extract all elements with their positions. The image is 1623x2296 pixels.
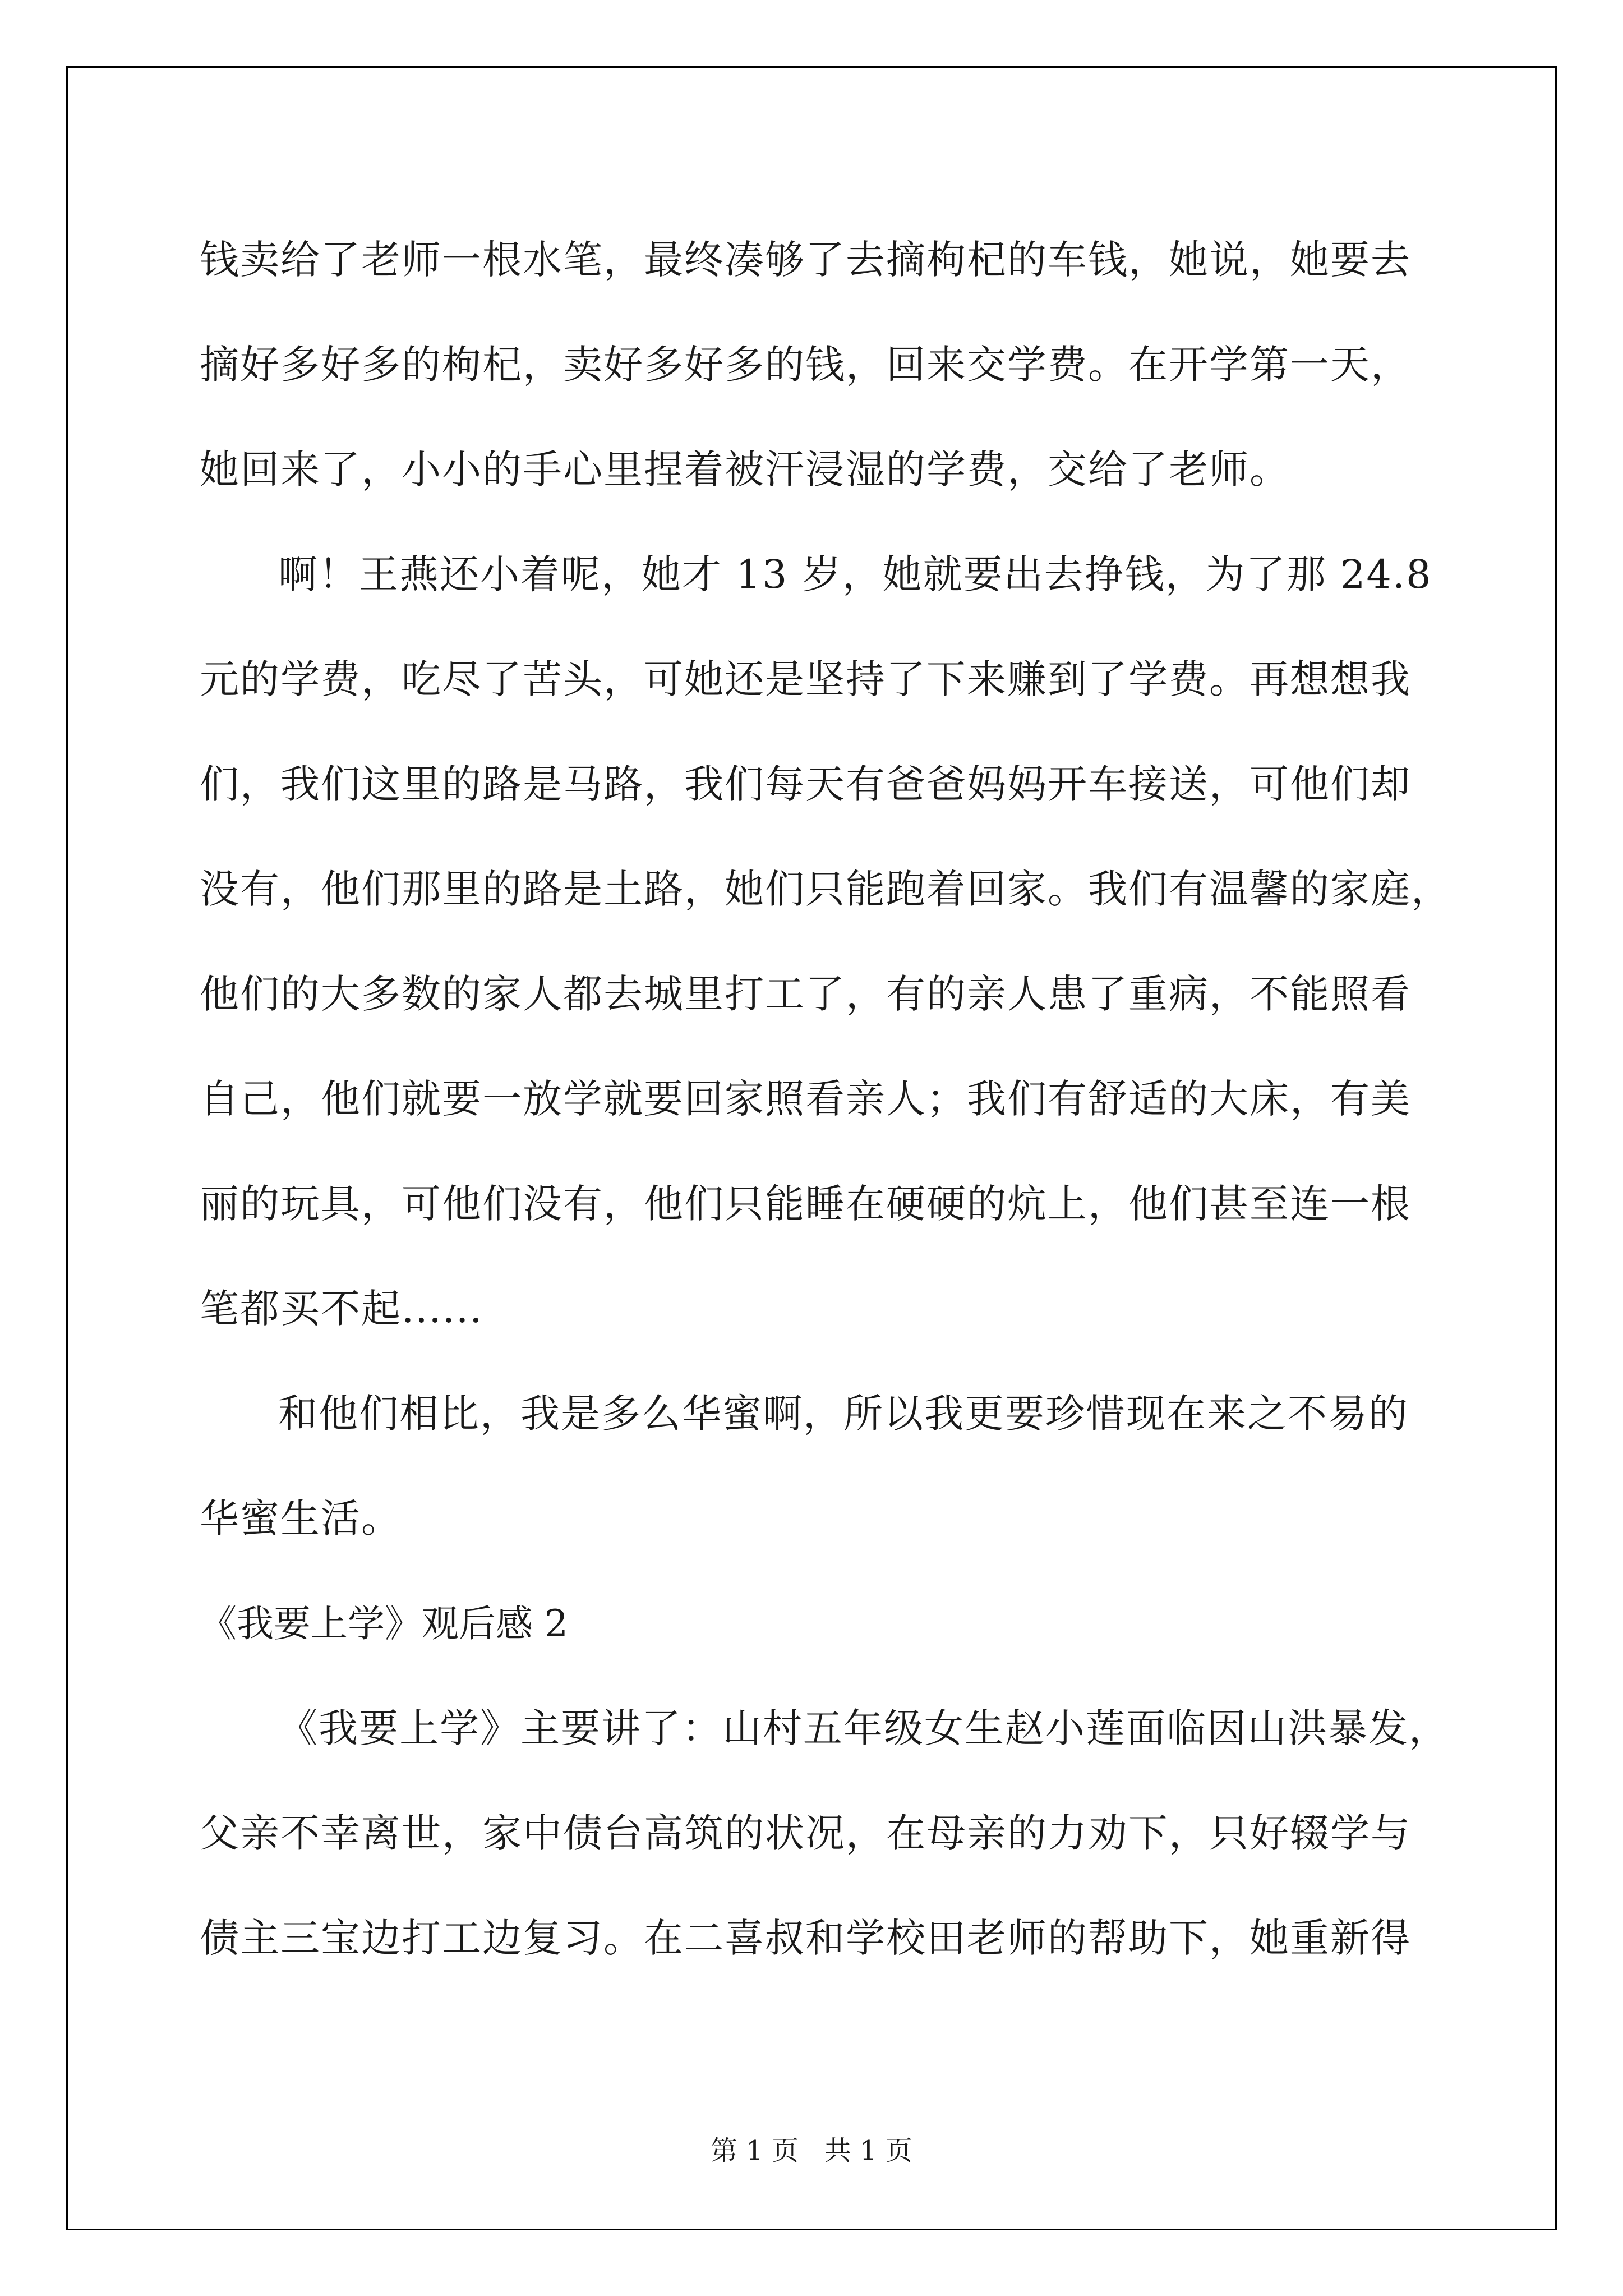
body-line: 他们的大多数的家人都去城里打工了，有的亲人患了重病，不能照看 — [200, 971, 1411, 1017]
section-heading: 《我要上学》观后感 2 — [200, 1602, 568, 1645]
body-line: 父亲不幸离世，家中债台高筑的状况，在母亲的力劝下，只好辍学与 — [200, 1810, 1411, 1856]
document-body — [200, 208, 1451, 1991]
body-line: 钱卖给了老师一根水笔，最终凑够了去摘枸杞的车钱，她说，她要去 — [200, 237, 1411, 283]
body-line-first: 和他们相比，我是多么华蜜啊，所以我更要珍惜现在来之不易的 — [278, 1391, 1409, 1437]
body-line: 摘好多好多的枸杞，卖好多好多的钱，回来交学费。在开学第一天， — [200, 342, 1411, 388]
body-line: 债主三宝边打工边复习。在二喜叔和学校田老师的帮助下，她重新得 — [200, 1915, 1411, 1961]
body-line-first: 《我要上学》主要讲了：山村五年级女生赵小莲面临因山洪暴发， — [278, 1705, 1449, 1751]
body-line-first: 啊！王燕还小着呢，她才 13 岁，她就要出去挣钱，为了那 24.8 — [278, 551, 1432, 597]
body-line: 没有，他们那里的路是土路，她们只能跑着回家。我们有温馨的家庭， — [200, 866, 1451, 912]
body-line: 华蜜生活。 — [200, 1496, 402, 1542]
page-footer: 第 1 页 共 1 页 — [711, 2135, 912, 2166]
body-line: 自己，他们就要一放学就要回家照看亲人；我们有舒适的大床，有美 — [200, 1076, 1411, 1122]
body-line: 们，我们这里的路是马路，我们每天有爸爸妈妈开车接送，可他们却 — [200, 761, 1411, 807]
body-line: 笔都买不起...... — [200, 1286, 483, 1332]
body-line: 元的学费，吃尽了苦头，可她还是坚持了下来赚到了学费。再想想我 — [200, 656, 1411, 702]
body-line: 她回来了，小小的手心里捏着被汗浸湿的学费，交给了老师。 — [200, 447, 1290, 493]
body-line: 丽的玩具，可他们没有，他们只能睡在硬硬的炕上，他们甚至连一根 — [200, 1181, 1411, 1227]
